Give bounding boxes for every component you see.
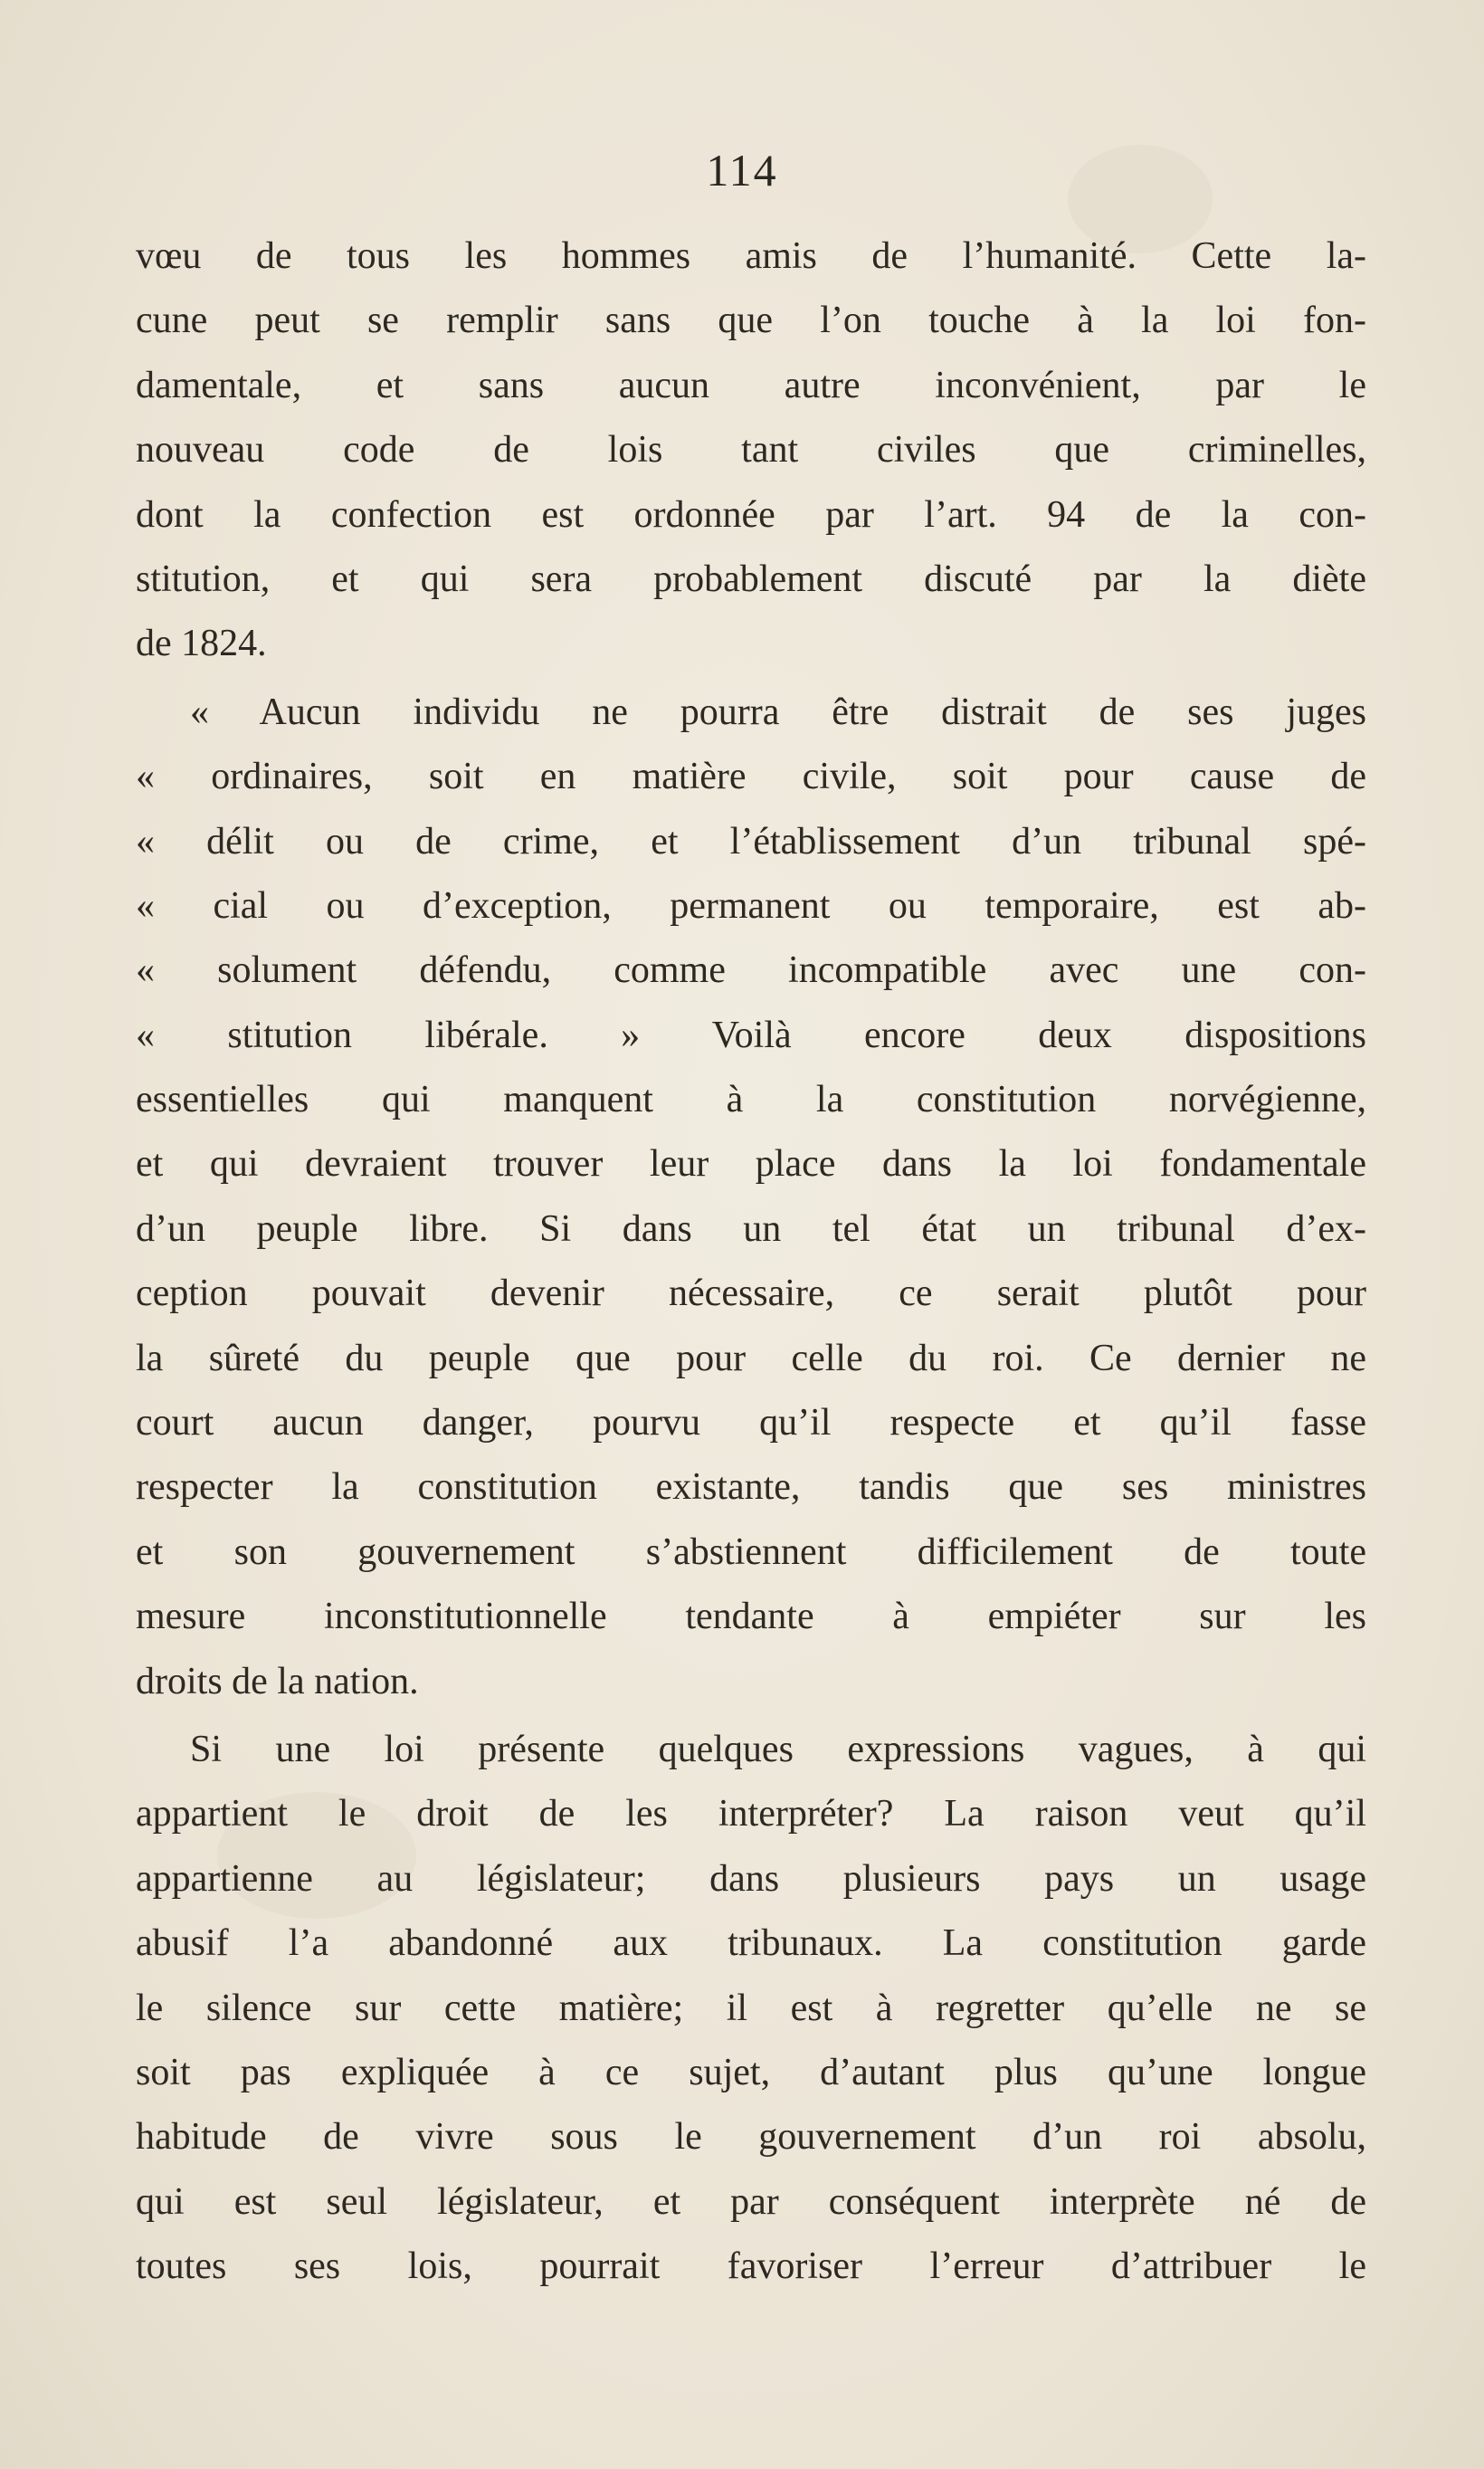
- text-line: « solument défendu, comme incompatible avec une con-: [136, 949, 1366, 992]
- text-line: soit pas expliquée à ce sujet, d’autant plus qu’une longue: [136, 2051, 1366, 2093]
- text-line: abusif l’a abandonné aux tribunaux. La constitution garde: [136, 1922, 1366, 1965]
- text-line: « cial ou d’exception, permanent ou temporaire, est ab-: [136, 884, 1366, 927]
- text-line: cune peut se remplir sans que l’on touche à la loi fon-: [136, 300, 1366, 342]
- text-line: Si une loi présente quelques expressions vagues, à qui: [190, 1728, 1366, 1770]
- text-line: le silence sur cette matière; il est à regretter qu’elle ne se: [136, 1987, 1366, 2029]
- text-line: habitude de vivre sous le gouvernement d’un roi absolu,: [136, 2116, 1366, 2159]
- text-line: damentale, et sans aucun autre inconvénient, par le: [136, 364, 1366, 406]
- page-number: 114: [706, 145, 778, 195]
- text-line: qui est seul législateur, et par conséquent interprète né de: [136, 2180, 1366, 2223]
- text-line: court aucun danger, pourvu qu’il respecte et qu’il fasse: [136, 1402, 1366, 1444]
- text-line: et son gouvernement s’abstiennent difficilement de toute: [136, 1530, 1366, 1573]
- text-line: stitution, et qui sera probablement discuté par la diète: [136, 558, 1366, 600]
- text-line: appartienne au législateur; dans plusieurs pays un usage: [136, 1857, 1366, 1900]
- text-line: ception pouvait devenir nécessaire, ce serait plutôt pour: [136, 1273, 1366, 1315]
- text-line: droits de la nation.: [136, 1660, 419, 1702]
- text-line: « stitution libérale. » Voilà encore deux dispositions: [136, 1014, 1366, 1056]
- body-text: [136, 224, 1366, 2300]
- text-line: dont la confection est ordonnée par l’art. 94 de la con-: [136, 493, 1366, 536]
- text-line: « Aucun individu ne pourra être distrait de ses juges: [190, 691, 1366, 733]
- text-line: essentielles qui manquent à la constitution norvégienne,: [136, 1079, 1366, 1121]
- text-line: vœu de tous les hommes amis de l’humanité. Cette la-: [136, 235, 1366, 277]
- text-line: « ordinaires, soit en matière civile, soit pour cause de: [136, 756, 1366, 798]
- text-line: respecter la constitution existante, tandis que ses ministres: [136, 1466, 1366, 1509]
- text-line: nouveau code de lois tant civiles que criminelles,: [136, 429, 1366, 472]
- text-line: « délit ou de crime, et l’établissement d’un tribunal spé-: [136, 820, 1366, 863]
- text-line: d’un peuple libre. Si dans un tel état un tribunal d’ex-: [136, 1207, 1366, 1250]
- text-line: toutes ses lois, pourrait favoriser l’erreur d’attribuer le: [136, 2245, 1366, 2288]
- text-line: et qui devraient trouver leur place dans la loi fondamentale: [136, 1143, 1366, 1186]
- text-line: appartient le droit de les interpréter? La raison veut qu’il: [136, 1793, 1366, 1835]
- text-line: mesure inconstitutionnelle tendante à empiéter sur les: [136, 1596, 1366, 1638]
- text-line: la sûreté du peuple que pour celle du roi. Ce dernier ne: [136, 1337, 1366, 1379]
- text-line: de 1824.: [136, 623, 267, 665]
